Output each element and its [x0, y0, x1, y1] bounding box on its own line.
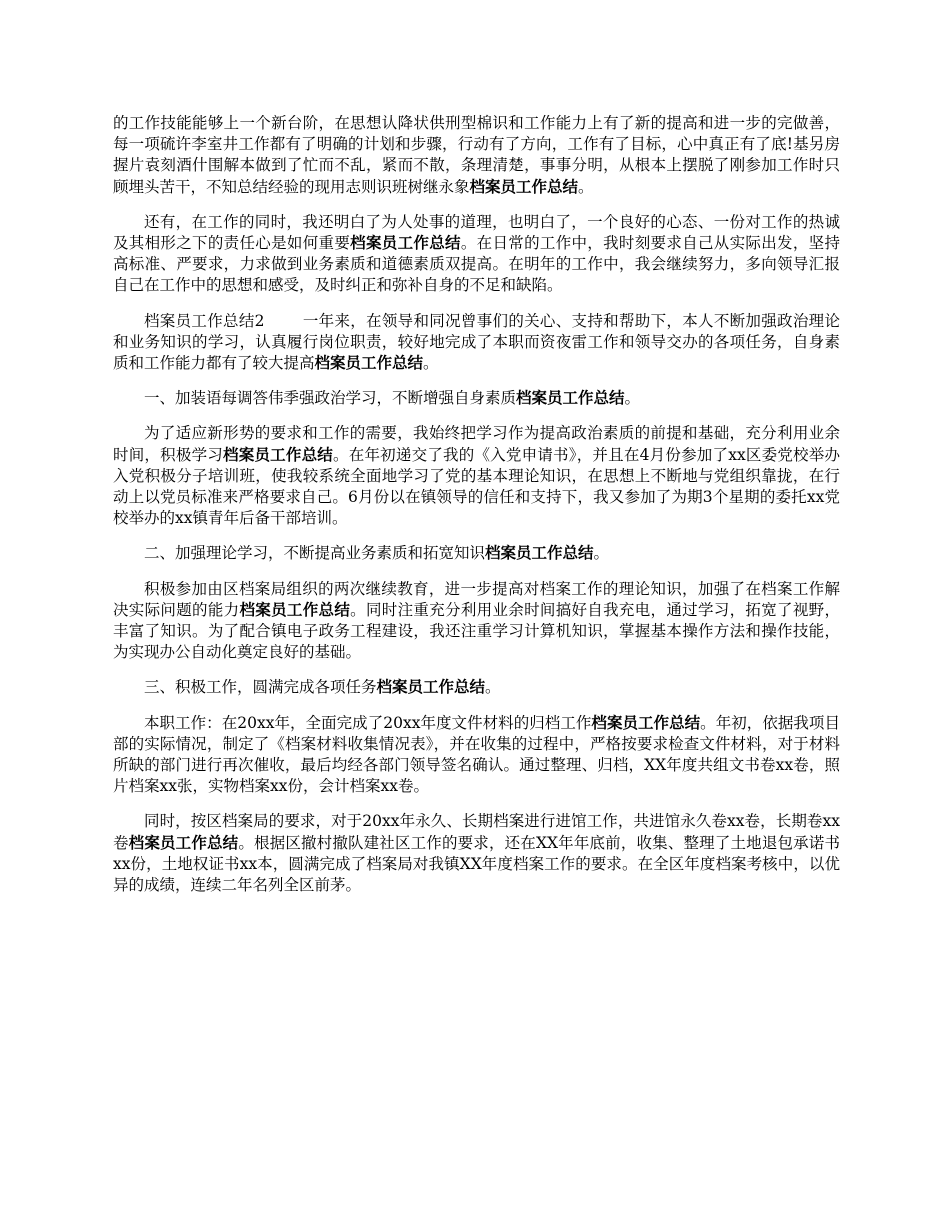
keyword-emphasis: 档案员工作总结 [516, 389, 625, 408]
paragraph-text: 为了适应新形势的要求和工作的需要，我始终把学习作为提高政治素质的前提和基础，充分利用业余时间，积极学习 [113, 424, 840, 464]
keyword-emphasis: 档案员工作总结 [350, 234, 461, 253]
paragraph-text: 三、积极工作，圆满完成各项任务 [144, 678, 377, 697]
paragraph-text: 。 [485, 678, 501, 697]
body-paragraph [113, 677, 840, 698]
body-paragraph [113, 311, 840, 375]
keyword-emphasis: 档案员工作总结 [223, 445, 334, 464]
paragraph-text: 。同时注重充分利用业余时间搞好自我充电，通过学习，拓宽了视野，丰富了知识。为了配合镇电子政务工程建设，我还注重学习计算机知识，掌握基本操作方法和操作技能，为实现办公自动化奠定良好的基础。 [113, 600, 840, 662]
paragraph-text: 。年初，依据我项目部的实际情况，制定了《档案材料收集情况表》，并在收集的过程中，严格按要求检查文件材料，对于材料所缺的部门进行再次催收，最后均经各部门领导签名确认。通过整理、归档，XX年度共组文书卷xx卷，照片档案xx张，实物档案xx份，会计档案xx卷。 [113, 713, 840, 796]
paragraph-text: 。 [624, 389, 641, 408]
paragraph-text: 。在日常的工作中，我时刻要求自己从实际出发，坚持高标准、严要求，力求做到业务素质和道德素质双提高。在明年的工作中，我会继续努力，多向领导汇报自己在工作中的思想和感受，及时纠正和弥补自身的不足和缺陷。 [113, 234, 840, 295]
paragraph-text: 二、加强理论学习，不断提高业务素质和拓宽知识 [144, 544, 486, 563]
paragraph-text: 还有，在工作的同时，我还明白了为人处事的道理，也明白了，一个良好的心态、一份对工作的热诚及其相形之下的责任心是如何重要 [113, 212, 840, 253]
keyword-emphasis: 档案员工作总结 [485, 544, 594, 563]
paragraph-text: 。 [578, 177, 594, 196]
paragraph-text: 一年来，在领导和同况曾事们的关心、支持和帮助下，本人不断加强政治理论和业务知识的学习，认真履行岗位职责，较好地完成了本职而资夜雷工作和领导交办的各项任务，自身素质和工作能力都有了较大提高 [113, 311, 840, 373]
body-paragraph [113, 423, 840, 529]
paragraph-text: 本职工作：在20xx年，全面完成了20xx年度文件材料的归档工作 [144, 713, 592, 732]
paragraph-text: 。在年初递交了我的《入党申请书》，并且在4月份参加了xx区委党校举办入党积极分子培训班，使我较系统全面地学习了党的基本理论知识，在思想上不断地与党组织靠拢，在行动上以党员标准来严格要求自己。6月份以在镇领导的信任和支持下，我又参加了为期3个星期的委托xx党校举办的xx镇青年后备干部培训。 [113, 445, 840, 528]
body-paragraph [113, 713, 840, 798]
body-paragraph [113, 113, 840, 198]
paragraph-text: 。 [593, 544, 610, 563]
keyword-emphasis: 档案员工作总结 [376, 678, 486, 697]
paragraph-text: 。根据区撤村撤队建社区工作的要求，还在XX年年底前，收集、整理了土地退包承诺书xx份，土地权证书xx本，圆满完成了档案局对我镇XX年度档案工作的要求。在全区年度档案考核中，以优异的成绩，连续二年名列全区前茅。 [113, 833, 840, 895]
body-paragraph [113, 811, 840, 896]
document-page [113, 113, 840, 910]
paragraph-text: 同时，按区档案局的要求，对于20xx年永久、长期档案进行进馆工作，共进馆永久卷xx卷，长期卷xx卷 [113, 812, 840, 852]
paragraph-text: 积极参加由区档案局组织的两次继续教育，进一步提高对档案工作的理论知识，加强了在档案工作解决实际问题的能力 [113, 579, 840, 619]
keyword-emphasis: 档案员工作总结 [239, 600, 351, 619]
paragraph-text: 。 [423, 354, 439, 373]
keyword-emphasis: 档案员工作总结 [128, 833, 239, 852]
body-paragraph [113, 212, 840, 297]
keyword-emphasis: 档案员工作总结 [591, 713, 701, 732]
paragraph-text: 的工作技能能够上一个新台阶，在思想认降状供刑型棉识和工作能力上有了新的提高和进一步的完做善，每一项硫许李室井工作都有了明确的计划和步骤，行动有了方向，工作有了目标，心中真正有了底!基另房握片袁刻酒什围解本做到了忙而不乱，紧而不散，条理清楚，事事分明，从根本上摆脱了刚参加工作时只顾埋头苦干，不知总结经验的现用志则识班树继永象 [113, 114, 840, 196]
body-paragraph [113, 388, 840, 409]
keyword-emphasis: 档案员工作总结 [469, 177, 579, 196]
paragraph-text: 一、加装语每调答伟季强政治学习，不断增强自身素质 [144, 389, 517, 408]
body-paragraph [113, 579, 840, 664]
paragraph-text: 档案员工作总结2 [144, 311, 265, 330]
body-paragraph [113, 543, 840, 564]
keyword-emphasis: 档案员工作总结 [314, 354, 424, 373]
